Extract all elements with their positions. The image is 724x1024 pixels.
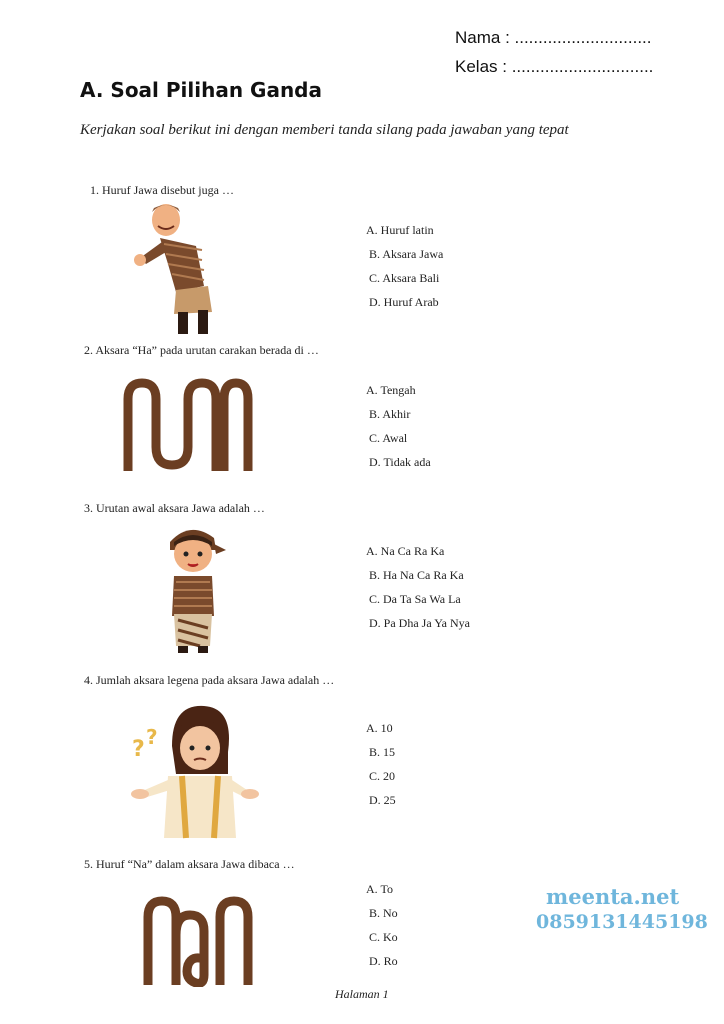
q1-option-b[interactable]: B. Aksara Jawa xyxy=(369,247,444,261)
q5-option-a[interactable]: A. To xyxy=(366,882,393,896)
q4-option-c[interactable]: C. 20 xyxy=(369,769,396,783)
question-1: 1. Huruf Jawa disebut juga … xyxy=(90,183,234,197)
svg-text:?: ? xyxy=(146,725,158,749)
pointing-man-illustration xyxy=(132,200,232,338)
watermark-phone: 0859131445198 xyxy=(536,911,708,933)
q3-option-d[interactable]: D. Pa Dha Ja Ya Nya xyxy=(369,616,470,630)
q4-option-b[interactable]: B. 15 xyxy=(369,745,396,759)
q3-option-a[interactable]: A. Na Ca Ra Ka xyxy=(366,544,445,558)
aksara-ha-glyph xyxy=(120,375,254,475)
svg-text:?: ? xyxy=(132,737,145,762)
q1-option-c[interactable]: C. Aksara Bali xyxy=(369,271,440,285)
q2-option-c[interactable]: C. Awal xyxy=(369,431,408,445)
q4-option-a[interactable]: A. 10 xyxy=(366,721,393,735)
question-3: 3. Urutan awal aksara Jawa adalah … xyxy=(84,501,265,515)
q2-option-d[interactable]: D. Tidak ada xyxy=(369,455,431,469)
question-5: 5. Huruf “Na” dalam aksara Jawa dibaca … xyxy=(84,857,295,871)
q3-option-b[interactable]: B. Ha Na Ca Ra Ka xyxy=(369,568,464,582)
q2-option-b[interactable]: B. Akhir xyxy=(369,407,411,421)
instruction-text: Kerjakan soal berikut ini dengan memberi tanda silang pada jawaban yang tepat xyxy=(80,122,569,138)
q5-option-b[interactable]: B. No xyxy=(369,906,398,920)
boy-batik-illustration xyxy=(160,520,230,655)
aksara-na-glyph xyxy=(140,895,255,987)
q1-option-a[interactable]: A. Huruf latin xyxy=(366,223,434,237)
class-field-label: Kelas : .............................. xyxy=(455,57,654,76)
page-number: Halaman 1 xyxy=(335,987,389,1001)
q1-option-d[interactable]: D. Huruf Arab xyxy=(369,295,439,309)
q5-option-c[interactable]: C. Ko xyxy=(369,930,398,944)
q3-option-c[interactable]: C. Da Ta Sa Wa La xyxy=(369,592,461,606)
q4-option-d[interactable]: D. 25 xyxy=(369,793,396,807)
watermark-site: meenta.net xyxy=(546,884,680,909)
q2-option-a[interactable]: A. Tengah xyxy=(366,383,416,397)
q5-option-d[interactable]: D. Ro xyxy=(369,954,398,968)
question-4: 4. Jumlah aksara legena pada aksara Jawa adalah … xyxy=(84,673,335,687)
name-field-label: Nama : ............................. xyxy=(455,28,652,47)
confused-woman-illustration xyxy=(128,702,260,840)
question-2: 2. Aksara “Ha” pada urutan carakan berada di … xyxy=(84,343,319,357)
section-title: A. Soal Pilihan Ganda xyxy=(80,78,322,102)
